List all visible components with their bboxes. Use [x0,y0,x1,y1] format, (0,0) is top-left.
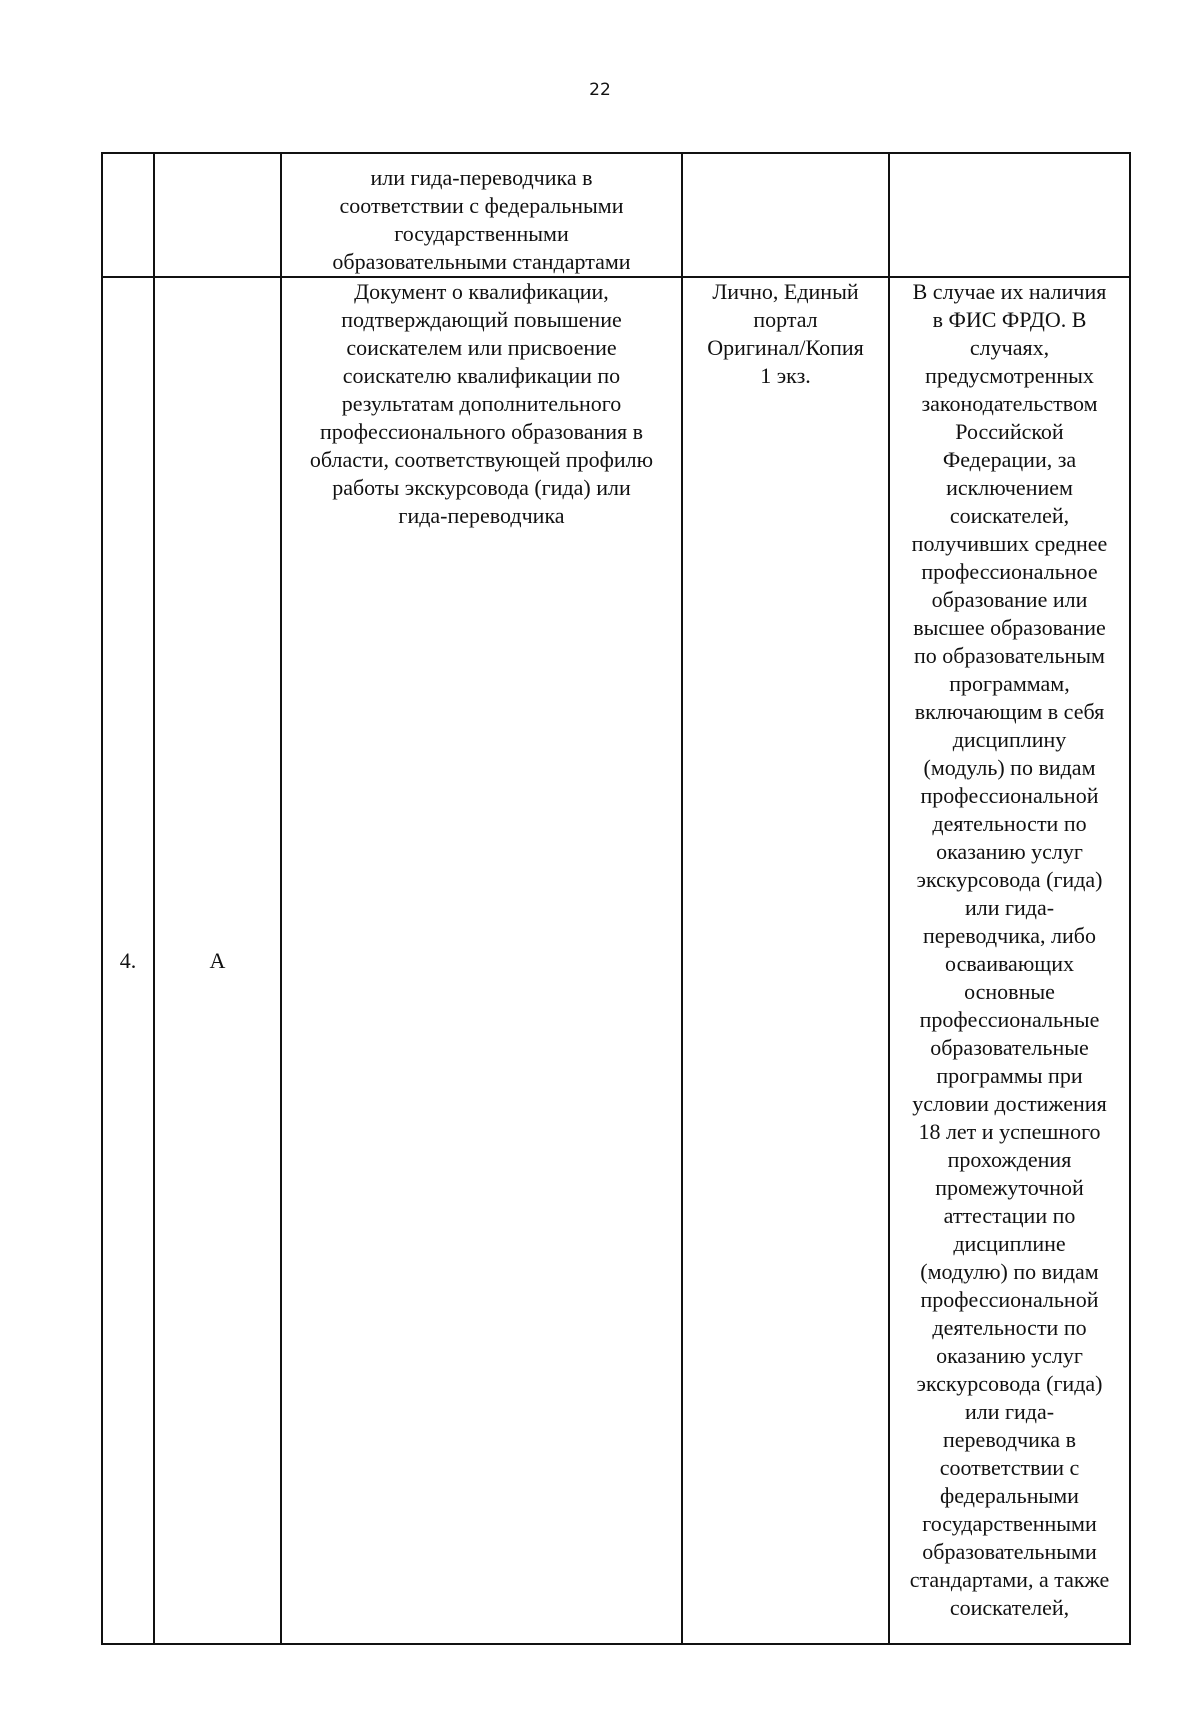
text-line: соискателей, [949,1595,1070,1620]
number-cell [102,153,154,277]
text-line: подтверждающий повышение [341,307,622,332]
text-line: по образовательным [914,643,1105,668]
text-line: или гида- [964,1399,1055,1424]
text-line: соискателей, [949,503,1070,528]
text-line: федеральными [940,1483,1079,1508]
text-line: переводчика в [943,1427,1076,1452]
text-line: Оригинал/Копия [707,335,864,360]
text-line: в ФИС ФРДО. В [932,307,1087,332]
text-line: экскурсовода (гида) [916,1371,1103,1396]
note-cell [889,153,1130,277]
form-cell [682,153,889,277]
text-line: профессиональные [919,1007,1100,1032]
text-line: деятельности по [932,1315,1087,1340]
text-line: прохождения [947,1147,1072,1172]
text-line: В случае их наличия [912,279,1107,304]
text-line: получивших среднее [911,531,1108,556]
form-cell [682,277,889,1644]
text-line: соответствии с [939,1455,1080,1480]
text-line: результатам дополнительного [341,391,622,416]
row-number: 4. [102,277,154,1644]
page-number: 22 [589,80,611,100]
text-line: аттестации по [943,1203,1076,1228]
text-line: работы экскурсовода (гида) или [332,475,631,500]
text-line: (модулю) по видам [920,1259,1099,1284]
code-cell [154,153,281,277]
text-line: соответствии с федеральными [339,193,624,218]
text-line: или гида- [964,895,1055,920]
text-line: промежуточной [935,1175,1084,1200]
text-line: деятельности по [932,811,1087,836]
text-line: (модуль) по видам [923,755,1096,780]
text-line: образование или [931,587,1088,612]
text-line: включающим в себя [914,699,1105,724]
text-line: образовательные [930,1035,1089,1060]
text-line: 18 лет и успешного [918,1119,1101,1144]
text-line: дисциплине [953,1231,1066,1256]
text-line: оказанию услуг [936,839,1083,864]
text-line: экскурсовода (гида) [916,867,1103,892]
text-line: области, соответствующей профилю [309,447,654,472]
text-line: исключением [946,475,1073,500]
text-line: образовательными стандартами [332,249,631,274]
text-line: профессиональной [920,1287,1099,1312]
text-line: условии достижения [912,1091,1107,1116]
text-line: стандартами, а также [909,1567,1110,1592]
text-line: соискателю квалификации по [342,363,621,388]
note-cell [889,277,1130,1644]
text-line: основные [964,979,1055,1004]
text-line: Российской [955,419,1064,444]
text-line: или гида-переводчика в [370,165,593,190]
description-cell [281,153,682,277]
text-line: Федерации, за [942,447,1077,472]
text-line: соискателем или присвоение [346,335,617,360]
text-line: профессиональной [920,783,1099,808]
text-line: Лично, Единый [712,279,859,304]
text-line: государственными [394,221,569,246]
text-line: гида-переводчика [398,503,565,528]
requirements-table [101,152,1131,1645]
text-line: высшее образование [913,615,1106,640]
text-line: осваивающих [945,951,1074,976]
text-line: 1 экз. [760,363,811,388]
text-line: дисциплину [952,727,1067,752]
text-line: программы при [936,1063,1083,1088]
text-line: предусмотренных [925,363,1094,388]
text-line: оказанию услуг [936,1343,1083,1368]
text-line: программам, [949,671,1070,696]
description-cell [281,277,682,1644]
table-row-continuation [102,153,1130,277]
text-line: профессиональное [921,559,1098,584]
row-code: А [154,277,281,1644]
text-line: случаях, [969,335,1050,360]
table-row-4 [102,277,1130,1644]
text-line: образовательными [922,1539,1097,1564]
text-line: законодательством [921,391,1098,416]
text-line: Документ о квалификации, [354,279,609,304]
text-line: портал [753,307,818,332]
text-line: профессионального образования в [319,419,644,444]
text-line: переводчика, либо [922,923,1096,948]
text-line: государственными [922,1511,1097,1536]
